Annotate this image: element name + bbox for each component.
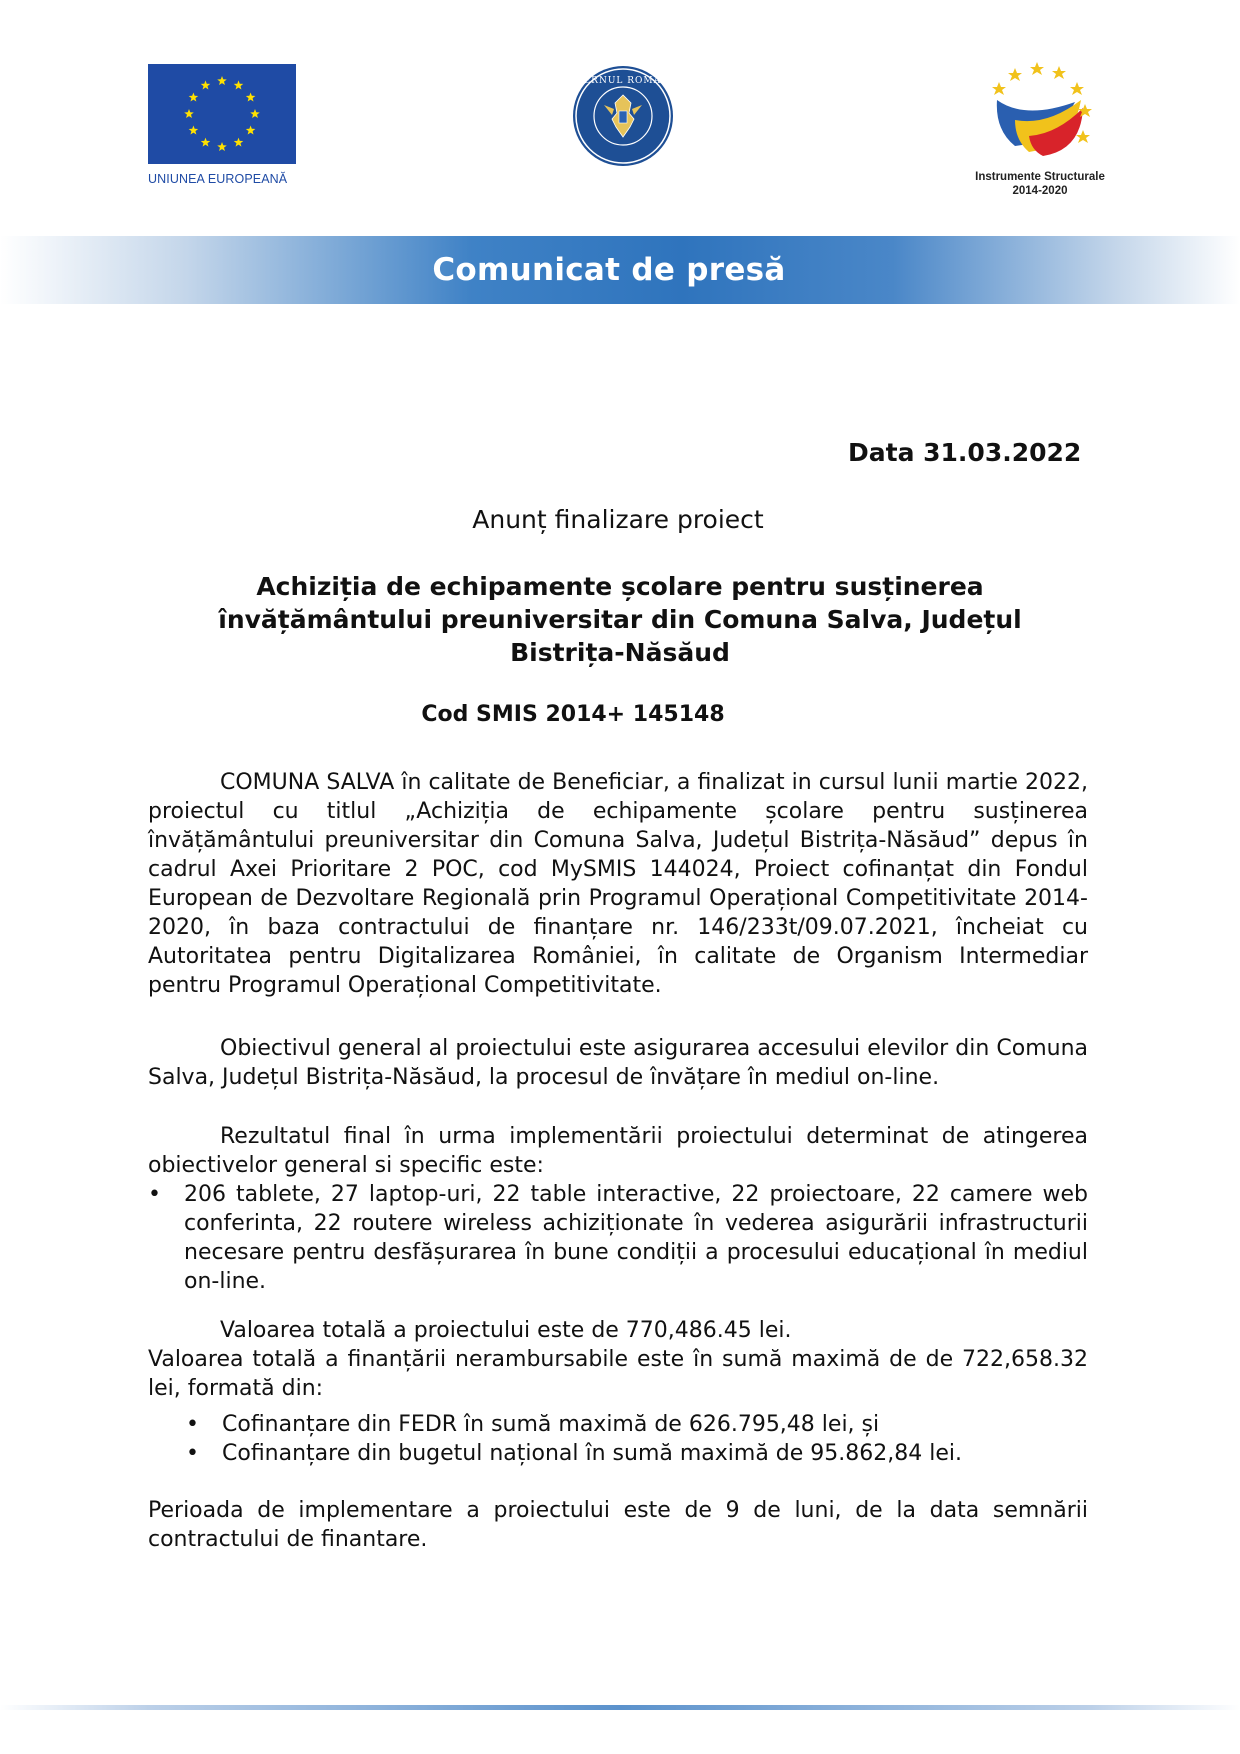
- structural-instruments-caption-line2: 2014-2020: [1012, 185, 1068, 197]
- project-title: Achiziția de echipamente școlare pentru susținerea învățământului preuniversitar din Comuna Salva, Județul Bistrița-Năsăud: [218, 572, 1022, 667]
- structural-instruments-caption-line1: Instrumente Structurale: [975, 171, 1105, 183]
- government-seal-icon: [559, 65, 687, 167]
- government-logo: [559, 65, 687, 167]
- grant-value: Valoarea totală a finanțării nerambursabile este în sumă maximă de de 722,658.32 lei, formată din:: [148, 1347, 1088, 1401]
- document-date: Data 31.03.2022: [848, 438, 1082, 467]
- paragraph-results-intro: Rezultatul final în urma implementării proiectului determinat de atingerea obiectivelor general si specific este:: [148, 1124, 1088, 1178]
- list-item: • Cofinanțare din bugetul național în sumă maximă de 95.862,84 lei.: [222, 1439, 1088, 1468]
- banner-title: Comunicat de presă: [432, 252, 786, 288]
- list-item: • 206 tablete, 27 laptop-uri, 22 table interactive, 22 proiectoare, 22 camere web conferinta, 22 routere wireless achiziționate în vederea asigurării infrastructurii necesare pentru desfășurarea în bune condiții a procesului educațional în mediul on-line.: [184, 1180, 1088, 1296]
- paragraph-objective: Obiectivul general al proiectului este asigurarea accesului elevilor din Comuna Salva, Județul Bistrița-Năsăud, la procesul de învățare în mediul on-line.: [148, 1036, 1088, 1090]
- structural-instruments-logo: [965, 60, 1115, 198]
- eu-logo: [148, 64, 298, 186]
- smis-code: Cod SMIS 2014+ 145148: [421, 702, 725, 727]
- structural-instruments-emblem-icon: [985, 60, 1095, 170]
- government-seal-text: GUVERNUL ROMÂNIEI: [559, 76, 687, 86]
- results-list: [184, 1180, 1088, 1296]
- paragraph-beneficiary: COMUNA SALVA în calitate de Beneficiar, a finalizat in cursul lunii martie 2022, proiectul cu titlul „Achiziția de echipamente școlare pentru susținerea învățământului preuniversitar din Comuna Salva, Județul Bistrița-Năsăud” depus în cadrul Axei Prioritare 2 POC, cod MySMIS 144024, Proiect cofinanțat din Fondul European de Dezvoltare Regională prin Programul Operațional Competitivitate 2014-2020, în baza contractului de finanțare nr. 146/233t/09.07.2021, încheiat cu Autoritatea pentru Digitalizarea României, în calitate de Organism Intermediar pentru Programul Operațional Competitivitate.: [148, 770, 1088, 998]
- structural-instruments-caption: [965, 170, 1115, 198]
- total-value: Valoarea totală a proiectului este de 770,486.45 lei.: [220, 1318, 792, 1343]
- eu-caption: UNIUNEA EUROPEANĂ: [148, 172, 288, 186]
- financing-list: [222, 1410, 1088, 1468]
- announcement-heading: Anunț finalizare proiect: [472, 505, 764, 534]
- list-item: • Cofinanțare din FEDR în sumă maximă de 626.795,48 lei, și: [222, 1410, 1088, 1439]
- footer-divider: [0, 1705, 1240, 1710]
- implementation-period: Perioada de implementare a proiectului este de 9 de luni, de la data semnării contractului de finantare.: [148, 1498, 1088, 1552]
- eu-flag-icon: [148, 64, 296, 164]
